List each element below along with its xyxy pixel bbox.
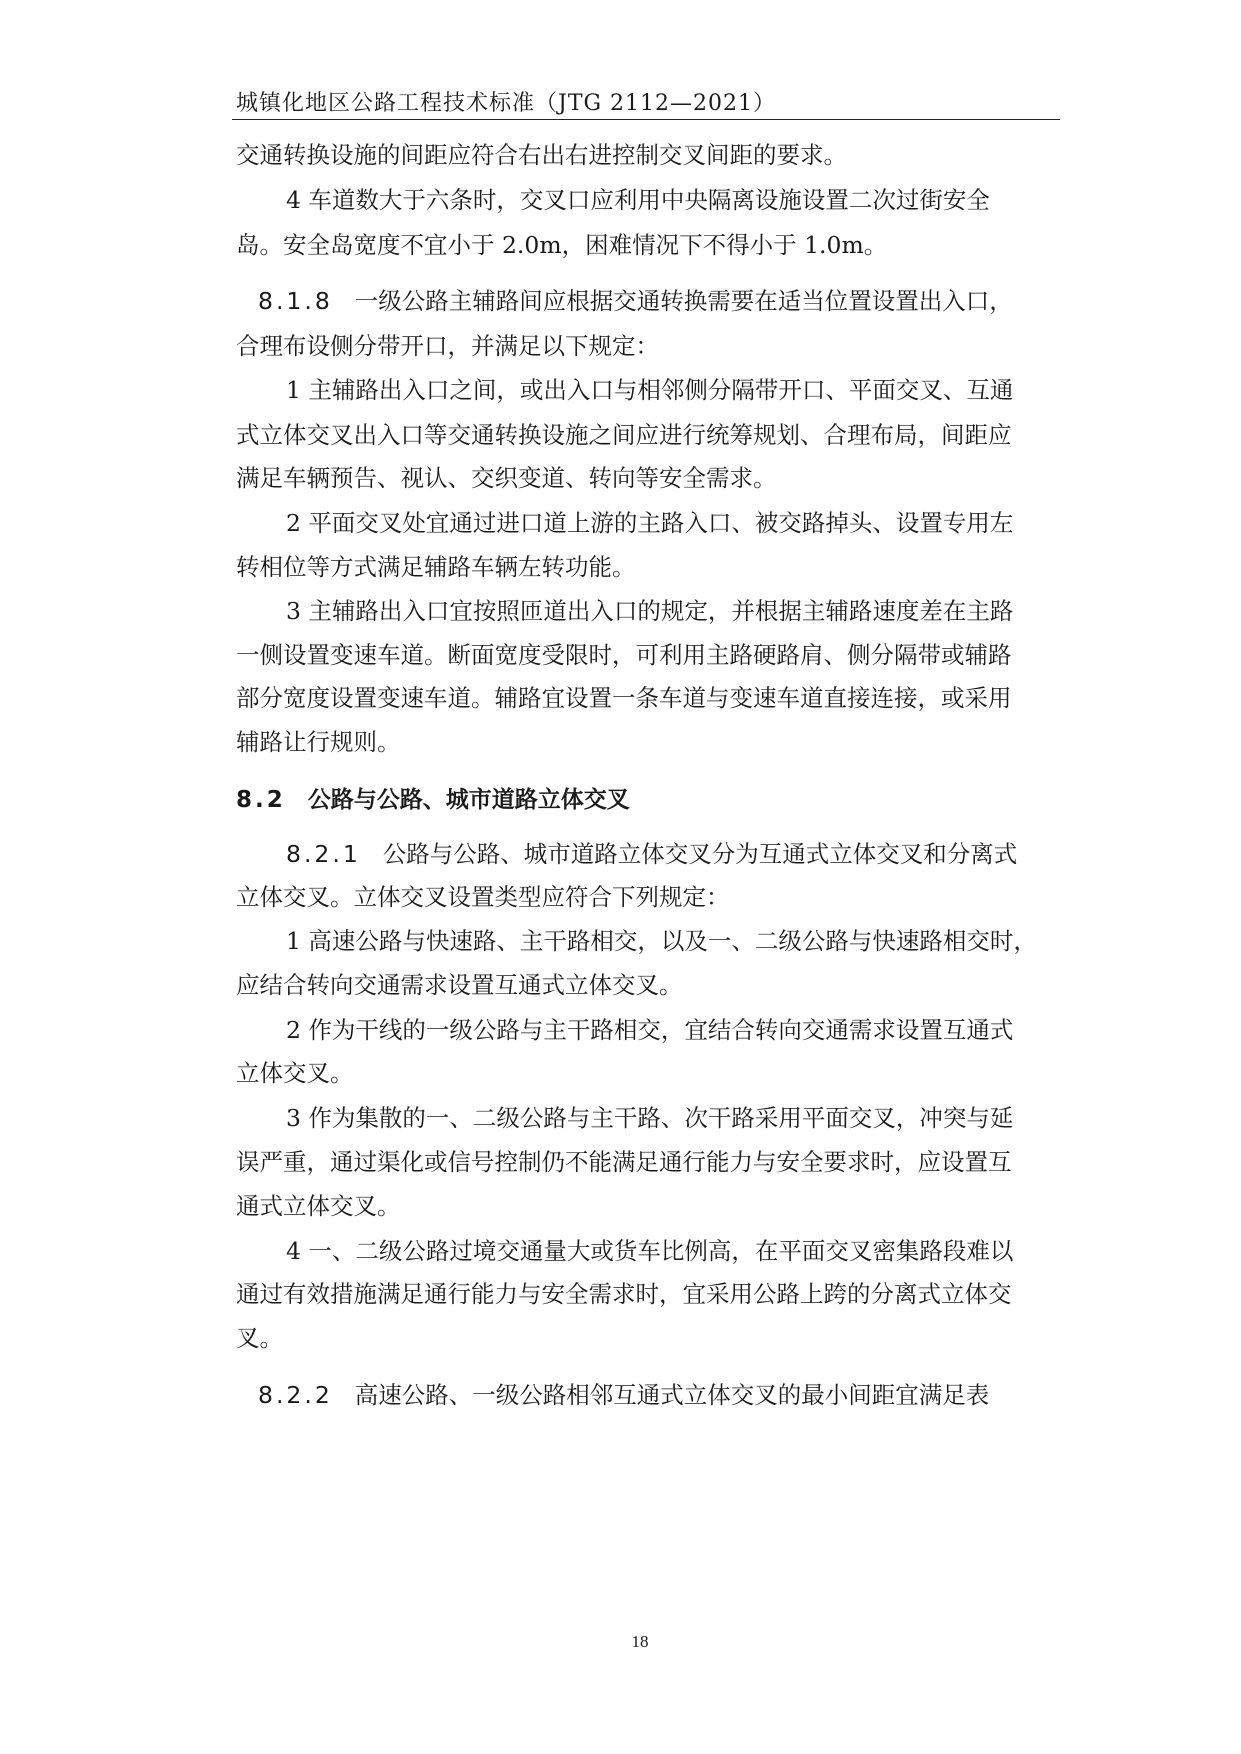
text-line: 1 主辅路出入口之间，或出入口与相邻侧分隔带开口、平面交叉、互通: [286, 376, 1014, 404]
clause-number: 8.2.2: [258, 1381, 333, 1409]
text-line: 合理布设侧分带开口，并满足以下规定：: [236, 332, 659, 360]
text-line: 3 作为集散的一、二级公路与主干路、次干路采用平面交叉，冲突与延: [286, 1104, 1014, 1132]
text-line: 部分宽度设置变速车道。辅路宜设置一条车道与变速车道直接连接，或采用: [236, 684, 1012, 712]
clause-text: 公路与公路、城市道路立体交叉分为互通式立体交叉和分离式: [382, 840, 1018, 868]
text-line: 岛。安全岛宽度不宜小于 2.0m，困难情况下不得小于 1.0m。: [236, 231, 888, 259]
text-line: 4 一、二级公路过境交通量大或货车比例高，在平面交叉密集路段难以: [286, 1237, 1014, 1265]
clause-8-2-1: [286, 840, 1018, 868]
clause-number: 8.1.8: [258, 287, 333, 315]
text-line: 应结合转向交通需求设置互通式立体交叉。: [236, 971, 683, 999]
text-line: 辅路让行规则。: [236, 728, 401, 756]
section-heading-8-2: [236, 789, 630, 812]
text-line: 4 车道数大于六条时，交叉口应利用中央隔离设施设置二次过街安全: [286, 186, 990, 214]
text-line: 式立体交叉出入口等交通转换设施之间应进行统筹规划、合理布局，间距应: [236, 421, 1012, 449]
text-line: 转相位等方式满足辅路车辆左转功能。: [236, 553, 636, 581]
text-line: 1 高速公路与快速路、主干路相交，以及一、二级公路与快速路相交时，: [286, 927, 1037, 955]
header-title: 城镇化地区公路工程技术标准（JTG 2112—2021）: [236, 91, 777, 116]
text-line: 叉。: [236, 1324, 283, 1352]
section-number: 8.2: [236, 787, 286, 813]
page-number: 18: [631, 1632, 649, 1651]
text-line: 满足车辆预告、视认、交织变道、转向等安全需求。: [236, 464, 777, 492]
text-line: 立体交叉。立体交叉设置类型应符合下列规定：: [236, 883, 730, 911]
text-line: 一侧设置变速车道。断面宽度受限时，可利用主路硬路肩、侧分隔带或辅路: [236, 641, 1012, 669]
text-line: 立体交叉。: [236, 1059, 354, 1087]
text-line: 通式立体交叉。: [236, 1192, 401, 1220]
clause-text: 一级公路主辅路间应根据交通转换需要在适当位置设置出入口，: [354, 287, 1013, 315]
section-title: 公路与公路、城市道路立体交叉: [307, 787, 630, 813]
clause-number: 8.2.1: [286, 840, 361, 868]
text-line: 通过有效措施满足通行能力与安全需求时，宜采用公路上跨的分离式立体交: [236, 1280, 1012, 1308]
text-line: 3 主辅路出入口宜按照匝道出入口的规定，并根据主辅路速度差在主路: [286, 597, 1014, 625]
text-line: 2 作为干线的一级公路与主干路相交，宜结合转向交通需求设置互通式: [286, 1016, 1014, 1044]
text-line: 2 平面交叉处宜通过进口道上游的主路入口、被交路掉头、设置专用左: [286, 509, 1014, 537]
text-line: 交通转换设施的间距应符合右出右进控制交叉间距的要求。: [236, 141, 847, 169]
clause-text: 高速公路、一级公路相邻互通式立体交叉的最小间距宜满足表: [354, 1381, 990, 1409]
text-line: 误严重，通过渠化或信号控制仍不能满足通行能力与安全要求时，应设置互: [236, 1148, 1012, 1176]
clause-8-1-8: [258, 287, 1013, 315]
clause-8-2-2: [258, 1381, 990, 1409]
header-divider: [232, 119, 1060, 120]
